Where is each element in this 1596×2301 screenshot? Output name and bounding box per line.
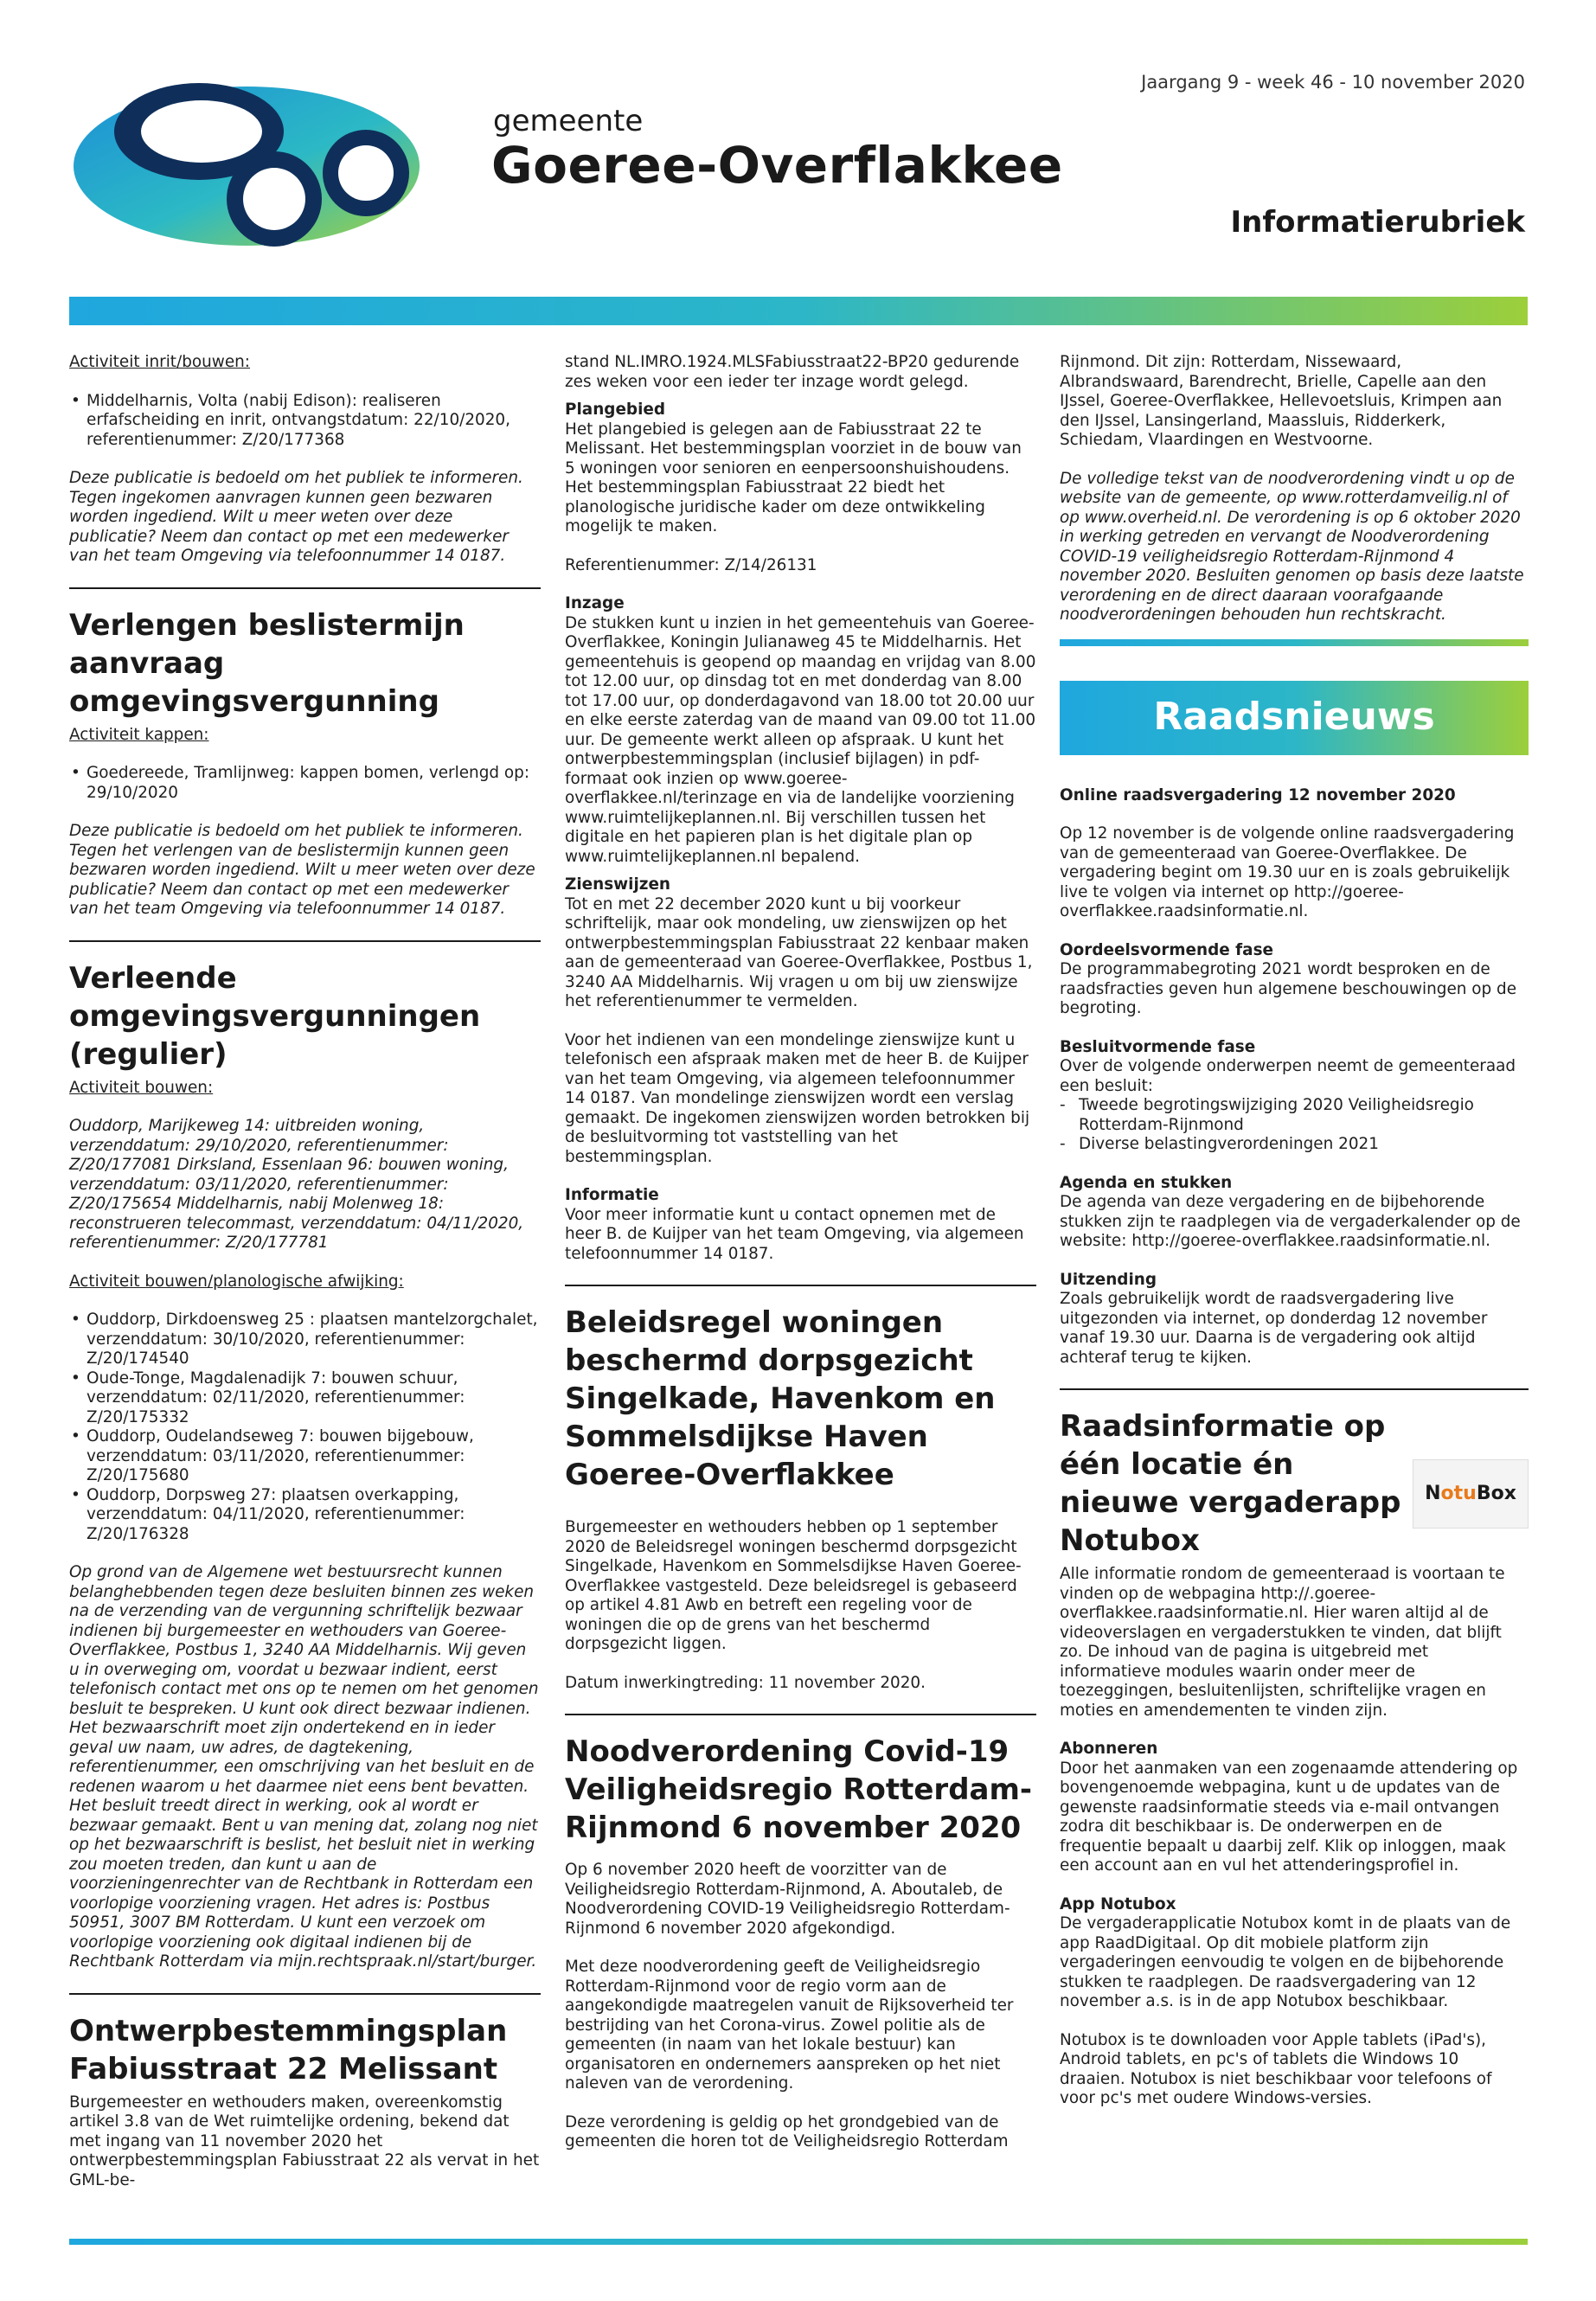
list-item: - Tweede begrotingswijziging 2020 Veiligheidsregio Rotterdam-Rijnmond bbox=[1060, 1096, 1529, 1135]
list-item: • Middelharnis, Volta (nabij Edison): realiseren erfafscheiding en inrit, ontvangstdatum: 22/10/2020, referentienummer: Z/20/177368 bbox=[69, 392, 541, 451]
effective-date: Datum inwerkingtreding: 11 november 2020. bbox=[565, 1673, 926, 1692]
body-text: Rijnmond. Dit zijn: Rotterdam, Nissewaard, Albrandswaard, Barendrecht, Brielle, Capelle aan den IJssel, Goeree-Overflakkee, Hellevoetsluis, Krimpen aan den IJssel, Lansingerland, Maassluis, Ridderkerk, Schiedam, Vlaardingen en Westvoorne. bbox=[1060, 353, 1503, 449]
notubox-logo bbox=[1413, 1459, 1529, 1529]
notubox-logo-suffix: Box bbox=[1476, 1482, 1516, 1504]
permit-list-text: Ouddorp, Marijkeweg 14: uitbreiden woning, verzenddatum: 29/10/2020, referentienummer: Z/20/177081 Dirksland, Essenlaan 96: bouwen woning, verzenddatum: 03/11/2020, referentienummer: Z/20/175654 Middelharnis, nabij Molenweg 18: reconstrueren telecommast, verzenddatum: 04/11/2020, referentienummer: Z/20/177781 bbox=[69, 1117, 524, 1252]
section-divider bbox=[565, 1714, 1036, 1715]
body-text: Tot en met 22 december 2020 kunt u bij voorkeur schriftelijk, maar ook mondeling, uw zienswijzen op het ontwerpbestemmingsplan Fabiusstraat 22 kenbaar maken aan de gemeenteraad van Goeree-Overflakkee, Postbus 1, 3240 AA Middelharnis. Wij vragen u om bij uw zienswijze het referentienummer te vermelden. bbox=[565, 894, 1033, 1010]
list-item: • Ouddorp, Dorpsweg 27: plaatsen overkapping, verzenddatum: 04/11/2020, referentienummer: Z/20/176328 bbox=[69, 1486, 541, 1545]
section-divider bbox=[69, 587, 541, 589]
body-text: Voor meer informatie kunt u contact opnemen met de heer B. de Kuijper van het team Omgeving, via algemeen telefoonnummer 14 0187. bbox=[565, 1205, 1024, 1263]
subheading: Plangebied bbox=[565, 401, 666, 419]
activity-label: Activiteit kappen: bbox=[69, 725, 209, 744]
body-text: De stukken kunt u inzien in het gemeentehuis van Goeree-Overflakkee, Koningin Julianaweg 45 te Middelharnis. Het gemeentehuis is geopend op maandag en vrijdag van 8.00 tot 12.00 uur, op dinsdag tot en met donderdag van 8.00 tot 17.00 uur, op donderdagavond van 18.00 tot 20.00 uur en elke eerste zaterdag van de maand van 09.00 tot 11.00 uur. De gemeente werkt alleen op afspraak. U kunt het ontwerpbestemmingsplan (inclusief bijlagen) in pdf-formaat ook inzien op www.goeree-overflakkee.nl/terinzage en via de landelijke voorziening www.ruimtelijkeplannen.nl. Bij verschillen tussen het digitale en het papieren plan is het digitale plan op www.ruimtelijkeplannen.nl bepalend. bbox=[565, 613, 1036, 866]
list-item: • Goedereede, Tramlijnweg: kappen bomen, verlengd op: 29/10/2020 bbox=[69, 764, 541, 803]
section-heading: Beleidsregel woningen beschermd dorpsgezicht Singelkade, Havenkom en Sommelsdijkse Haven Goeree-Overflakkee bbox=[565, 1305, 996, 1492]
body-text: De programmabegroting 2021 wordt besproken en de raadsfracties geven hun algemene beschouwingen op de begroting. bbox=[1060, 960, 1517, 1017]
subheading: Abonneren bbox=[1060, 1740, 1158, 1758]
municipality-logo bbox=[69, 69, 484, 255]
section-heading: Verlengen beslistermijn aanvraag omgevingsvergunning bbox=[69, 607, 465, 719]
body-text: Over de volgende onderwerpen neemt de gemeenteraad een besluit: bbox=[1060, 1057, 1516, 1095]
body-text: Zoals gebruikelijk wordt de raadsvergadering live uitgezonden via internet, op donderdag 12 november vanaf 19.30 uur. Daarna is de vergadering ook altijd achteraf terug te kijken. bbox=[1060, 1290, 1488, 1367]
section-title: Informatierubriek bbox=[1230, 205, 1525, 240]
notubox-logo-prefix: N bbox=[1425, 1482, 1441, 1504]
header-gradient-bar bbox=[69, 297, 1528, 325]
section-heading: Verleende omgevingsvergunningen (regulier) bbox=[69, 960, 481, 1072]
activity-list bbox=[69, 392, 541, 451]
publication-note: Deze publicatie is bedoeld om het publiek te informeren. Tegen het verlengen van de beslistermijn kunnen geen bezwaren worden ingediend. Wilt u meer weten over deze publicatie? Neem dan contact op met een medewerker van het team Omgeving via telefoonnummer 14 0187. bbox=[69, 822, 535, 918]
body-text: De agenda van deze vergadering en de bijbehorende stukken zijn te raadplegen via de vergaderkalender op de website: http://goeree-overflakkee.raadsinformatie.nl. bbox=[1060, 1193, 1521, 1250]
subheading: Inzage bbox=[565, 594, 625, 612]
municipality-prefix: gemeente bbox=[493, 104, 644, 138]
section-heading: Ontwerpbestemmingsplan Fabiusstraat 22 Melissant bbox=[69, 2013, 508, 2086]
activity-label: Activiteit bouwen: bbox=[69, 1078, 214, 1097]
footer-gradient-bar bbox=[69, 2239, 1528, 2245]
body-text: De vergaderapplicatie Notubox komt in de plaats van de app RaadDigitaal. Op dit mobiele platform zijn vergaderingen eenvoudig te volgen en de bijbehorende stukken te raadplegen. De raadsvergadering van 12 november a.s. is in de app Notubox beschikbaar. bbox=[1060, 1914, 1511, 2010]
reference-number: Referentienummer: Z/14/26131 bbox=[565, 555, 817, 574]
list-item: • Ouddorp, Dirkdoensweg 25 : plaatsen mantelzorgchalet, verzenddatum: 30/10/2020, referentienummer: Z/20/174540 bbox=[69, 1311, 541, 1369]
activity-list bbox=[69, 1311, 541, 1544]
body-text: Notubox is te downloaden voor Apple tablets (iPad's), Android tablets, en pc's of tablets die Windows 10 draaien. Notubox is niet beschikbaar voor telefoons of voor pc's met oudere Windows-versies. bbox=[1060, 2030, 1492, 2107]
edition-info: Jaargang 9 - week 46 - 10 november 2020 bbox=[1141, 72, 1525, 93]
body-text: Op 6 november 2020 heeft de voorzitter van de Veiligheidsregio Rotterdam-Rijnmond, A. Aboutaleb, de Noodverordening COVID-19 Veiligheidsregio Rotterdam-Rijnmond 6 november 2020 afgekondigd. bbox=[565, 1861, 1010, 1938]
subheading: Online raadsvergadering 12 november 2020 bbox=[1060, 785, 1456, 804]
municipality-name: Goeree-Overflakkee bbox=[491, 136, 1063, 195]
subheading: App Notubox bbox=[1060, 1894, 1176, 1913]
publication-note: De volledige tekst van de noodverordening vindt u op de website van de gemeente, op www.rotterdamveilig.nl of op www.overheid.nl. De verordening is op 6 oktober 2020 in werking getreden en vervangt de Noodverordening COVID-19 veiligheidsregio Rotterdam-Rijnmond 4 november 2020. Besluiten genomen op basis deze laatste verordening en de direct daaraan voorafgaande noodverordeningen behouden hun rechtskracht. bbox=[1060, 469, 1524, 624]
activity-list bbox=[69, 764, 541, 803]
body-text: Door het aanmaken van een zogenaamde attendering op bovengenoemde webpagina, kunt u de updates van de gewenste raadsinformatie steeds via e-mail ontvangen zodra dit beschikbaar is. De onderwerpen en de frequentie bepaalt u daarbij zelf. Klik op inloggen, maak een account aan en vul het attenderingsprofiel in. bbox=[1060, 1759, 1518, 1875]
body-text: Op 12 november is de volgende online raadsvergadering van de gemeenteraad van Goeree-Overflakkee. De vergadering begint om 19.30 uur en is zoals gebruikelijk live te volgen via internet op http://goeree-overflakkee.raadsinformatie.nl. bbox=[1060, 824, 1515, 920]
section-divider bbox=[69, 1993, 541, 1995]
section-heading: Noodverordening Covid-19 Veiligheidsregio Rotterdam-Rijnmond 6 november 2020 bbox=[565, 1734, 1033, 1845]
subheading: Informatie bbox=[565, 1186, 659, 1204]
subheading: Uitzending bbox=[1060, 1270, 1157, 1289]
section-divider bbox=[1060, 1388, 1529, 1390]
publication-note: Deze publicatie is bedoeld om het publiek te informeren. Tegen ingekomen aanvragen kunnen geen bezwaren worden ingediend. Wilt u meer weten over deze publicatie? Neem dan contact op met een medewerker van het team Omgeving via telefoonnummer 14 0187. bbox=[69, 469, 523, 565]
body-text: Met deze noodverordening geeft de Veiligheidsregio Rotterdam-Rijnmond voor de regio vorm aan de aangekondigde maatregelen vanuit de Rijksoverheid ter bestrijding van het Corona-virus. Zowel politie als de gemeenten (in naam van het lokale bestuur) kan organisatoren en ondernemers aanspreken op het niet naleven van de verordening. bbox=[565, 1958, 1014, 2093]
subheading: Agenda en stukken bbox=[1060, 1173, 1233, 1192]
body-text: Burgemeester en wethouders maken, overeenkomstig artikel 3.8 van de Wet ruimtelijke ordening, bekend dat met ingang van 11 november 2020 het ontwerpbestemmingsplan Fabiusstraat 22 als vervat in het GML-be- bbox=[69, 2093, 540, 2189]
list-item: • Oude-Tonge, Magdalenadijk 7: bouwen schuur, verzenddatum: 02/11/2020, referentienummer: Z/20/175332 bbox=[69, 1369, 541, 1428]
subheading: Oordeelsvormende fase bbox=[1060, 940, 1273, 959]
accent-divider bbox=[1060, 639, 1529, 646]
decision-list bbox=[1060, 1096, 1529, 1155]
column-left bbox=[69, 353, 541, 2190]
body-text: stand NL.IMRO.1924.MLSFabiusstraat22-BP20 gedurende zes weken voor een ieder ter inzage wordt gelegd. bbox=[565, 353, 1020, 391]
section-divider bbox=[69, 940, 541, 942]
list-item: - Diverse belastingverordeningen 2021 bbox=[1060, 1135, 1529, 1155]
body-text: Deze verordening is geldig op het grondgebied van de gemeenten die horen tot de Veiligheidsregio Rotterdam bbox=[565, 2112, 1009, 2150]
raadsnieuws-banner: Raadsnieuws bbox=[1060, 681, 1529, 755]
subheading: Besluitvormende fase bbox=[1060, 1037, 1256, 1056]
body-text: Alle informatie rondom de gemeenteraad is voortaan te vinden op de webpagina http://.goeree-overflakkee.raadsinformatie.nl. Hier waren altijd al de videoverslagen en vergaderstukken te vinden, dat blijft zo. De inhoud van de pagina is uitgebreid met informatieve modules waarin onder meer de toezeggingen, besluitenlijsten, schriftelijke vragen en moties en amendementen te vinden zijn. bbox=[1060, 1565, 1505, 1720]
notubox-logo-highlight: otu bbox=[1440, 1482, 1477, 1504]
legal-notice: Op grond van de Algemene wet bestuursrecht kunnen belanghebbenden tegen deze besluiten binnen zes weken na de verzending van de vergunning schriftelijk bezwaar indienen bij burgemeester en wethouders van Goeree-Overflakkee, Postbus 1, 3240 AA Middelharnis. Wij geven u in overweging om, voordat u bezwaar indient, eerst telefonisch contact met ons op te nemen om het genomen besluit te bespreken. U kunt ook direct bezwaar indienen. Het bezwaarschrift moet zijn ondertekend en in ieder geval uw naam, uw adres, de dagtekening, referentienummer, een omschrijving van het besluit en de redenen waarom u het daarmee niet eens bent bevatten. Het besluit treedt direct in werking, ook al wordt er bezwaar gemaakt. Bent u van mening dat, zolang nog niet op het bezwaarschrift is beslist, het besluit niet in werking zou moeten treden, dan kunt u aan de voorzieningenrechter van de Rechtbank in Rotterdam een voorlopige voorziening vragen. Het adres is: Postbus 50951, 3007 BM Rotterdam. U kunt een verzoek om voorlopige voorziening ook digitaal indienen bij de Rechtbank Rotterdam via mijn.rechtspraak.nl/start/burger. bbox=[69, 1563, 539, 1971]
column-right bbox=[1060, 353, 1529, 2109]
body-text: Burgemeester en wethouders hebben op 1 september 2020 de Beleidsregel woningen beschermd dorpsgezicht Singelkade, Havenkom en Sommelsdijkse Haven Goeree-Overflakkee vastgesteld. Deze beleidsregel is gebaseerd op artikel 4.81 Awb en betreft een regeling voor de woningen die op de grens van het beschermd dorpsgezicht liggen. bbox=[565, 1518, 1022, 1653]
subheading: Zienswijzen bbox=[565, 875, 671, 894]
body-text: Voor het indienen van een mondelinge zienswijze kunt u telefonisch een afspraak maken met de heer B. de Kuijper van het team Omgeving, via algemeen telefoonnummer 14 0187. Van mondelinge zienswijzen wordt een verslag gemaakt. De ingekomen zienswijzen worden betrokken bij de besluitvorming tot vaststelling van het bestemmingsplan. bbox=[565, 1030, 1030, 1166]
list-item: • Ouddorp, Oudelandseweg 7: bouwen bijgebouw, verzenddatum: 03/11/2020, referentienummer: Z/20/175680 bbox=[69, 1427, 541, 1486]
section-divider bbox=[565, 1285, 1036, 1286]
body-text: Het plangebied is gelegen aan de Fabiusstraat 22 te Melissant. Het bestemmingsplan voorziet in de bouw van 5 woningen voor senioren en eenpersoonshuishoudens. Het bestemmingsplan Fabiusstraat 22 biedt het planologische juridische kader om deze ontwikkeling mogelijk te maken. bbox=[565, 420, 1022, 535]
column-middle bbox=[565, 353, 1036, 2152]
activity-label: Activiteit inrit/bouwen: bbox=[69, 353, 251, 371]
activity-label: Activiteit bouwen/planologische afwijking: bbox=[69, 1272, 404, 1291]
section-heading: Raadsinformatie op één locatie én nieuwe vergaderapp Notubox bbox=[1060, 1409, 1401, 1558]
